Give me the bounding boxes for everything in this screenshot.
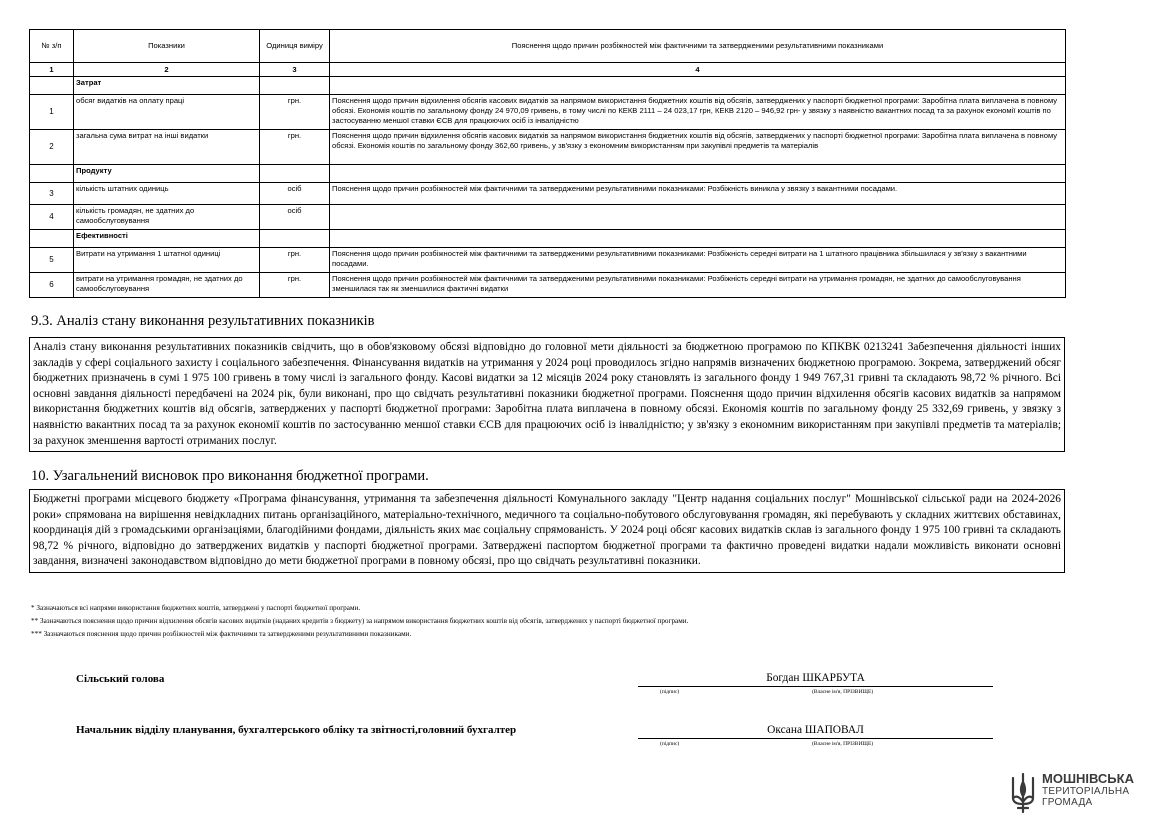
row-explanation: Пояснення щодо причин відхилення обсягів касових видатків за напрямом використання бюджетних коштів від обсягів, затверджених у паспорті бюджетної програми: Заробітна плата виплачена в повному обсязі. Економія коштів по загальному фонду 362,60 гривень, у зв'язку з економним використанням при закупівлі предметів та матеріалів [330,130,1066,165]
row-indicator: кількість громадян, не здатних до самообслуговування [74,205,260,230]
signatory-title: Начальник відділу планування, бухгалтерського обліку та звітності,головний бухгалтер [76,724,517,736]
row-explanation: Пояснення щодо причин відхилення обсягів касових видатків за напрямом використання бюджетних коштів від обсягів, затверджених у паспорті бюджетної програми: Заробітна плата виплачена в повному обсязі. Економія коштів по загальному фонду 24 970,09 гривень, в тому числі по КЕКВ 2111 – 24 023,17 грн, КЕКВ 2120 – 946,92 грн- у звязку з наявністю вакантних посад та за рахунок економії коштів по застосуванню меншої ставки ЄСВ для працюючих осіб із інвалідністю [330,95,1066,130]
logo-subtitle: ГРОМАДА [1042,797,1093,808]
community-logo [1010,770,1150,816]
col-number: 4 [330,63,1066,77]
row-unit: грн. [260,95,330,130]
trident-icon [1010,772,1036,814]
row-unit: осіб [260,205,330,230]
signatory-title: Сільський голова [76,673,165,685]
section-10-heading: 10. Узагальнений висновок про виконання бюджетної програми. [31,468,429,484]
performance-indicators-table [29,29,1066,298]
section-9-3-text: Аналіз стану виконання результативних показників свідчить, що в обов'язковому обсязі відповідно до головної мети діяльності за бюджетною програмою по КПКВК 0213241 Забезпечення діяльності інших закладів у сфері соціального захисту і соціального забезпечення. Фінансування видатків на утримання у 2024 році проводилось згідно напрямів визначених бюджетною програмою. Зокрема, затверджений обсяг бюджетних призначень в сумі 1 975 100 гривень в тому числі із загального фонду. Касові видатки за 12 місяців 2024 року становлять із загального фонду 1 949 767,31 гривні та складають 98,72 % річного. Всі основні завдання діяльності передбачені на 2024 рік, були виконані, про що свідчать результативні показники бюджетної програми. Пояснення щодо причин відхилення обсягів касових видатків за напрямом використання бюджетних коштів від обсягів, затверджених у паспорті бюджетної програми: Заробітна плата виплачена в повному обсязі. Економія коштів по загальному фонду 25 332,69 гривень, у звязку з наявністю вакантних посад та за рахунок економії коштів по застосуванню меншої ставки ЄСВ для працюючих осіб із інвалідністю; у зв'язку з економним використанням при закупівлі предметів та матеріалів; за рахунок зменшення вартості отриманих послуг. [29,337,1065,452]
table-row [30,95,1066,130]
table-row [30,183,1066,205]
signature-line [638,738,993,739]
signature-caption: (підпис) [660,741,680,747]
row-indicator: загальна сума витрат на інші видатки [74,130,260,165]
logo-text [1042,772,1134,808]
signatory-name: Богдан ШКАРБУТА [766,672,865,684]
header-indicator: Показники [74,30,260,63]
footnote-3: *** Зазначаються пояснення щодо причин розбіжностей між фактичними та затвердженими результативними показниками. [31,630,412,638]
header-num: № з/п [30,30,74,63]
row-explanation: Пояснення щодо причин розбіжностей між фактичними та затвердженими результативними показниками: Розбіжність середні витрати на 1 штатного працівника збільшилася у зв'язку з вакантними посадами. [330,248,1066,273]
row-indicator: витрати на утримання громадян, не здатних до самообслуговування [74,273,260,298]
footnote-2: ** Зазначаються пояснення щодо причин відхилення обсягів касових видатків (наданих кредитів з бюджету) за напрямом використання бюджетних коштів від обсягів, затверджених у паспорті бюджетної програми. [31,617,689,625]
row-indicator: Витрати на утримання 1 штатної одиниці [74,248,260,273]
row-explanation: Пояснення щодо причин розбіжностей між фактичними та затвердженими результативними показниками: Розбіжність середні витрати на утримання громадян, не здатних до самообслуговування зменшилася так як зменшилися фактичні видатки [330,273,1066,298]
row-num: 3 [30,183,74,205]
row-indicator: кількість штатних одиниць [74,183,260,205]
section-label: Продукту [74,165,260,183]
column-number-row [30,63,1066,77]
row-num: 4 [30,205,74,230]
section-row-efficiency [30,230,1066,248]
header-explanation: Пояснення щодо причин розбіжностей між фактичними та затвердженими результативними показниками [330,30,1066,63]
header-unit: Одиниця виміру [260,30,330,63]
table-row [30,273,1066,298]
table-row [30,205,1066,230]
row-num: 5 [30,248,74,273]
section-label: Ефективності [74,230,260,248]
row-unit: осіб [260,183,330,205]
col-number: 1 [30,63,74,77]
col-number: 2 [74,63,260,77]
name-caption: (Власне ім'я, ПРІЗВИЩЕ) [812,741,874,747]
signatory-name: Оксана ШАПОВАЛ [767,724,864,736]
row-num: 6 [30,273,74,298]
row-explanation [330,205,1066,230]
logo-subtitle: ТЕРИТОРІАЛЬНА [1042,786,1130,797]
signature-line [638,686,993,687]
row-explanation: Пояснення щодо причин розбіжностей між фактичними та затвердженими результативними показниками: Розбіжність виникла у звязку з вакантними посадами. [330,183,1066,205]
row-unit: грн. [260,248,330,273]
table-row [30,130,1066,165]
section-label: Затрат [74,77,260,95]
section-9-3-heading: 9.3. Аналіз стану виконання результативних показників [31,313,375,329]
row-unit: грн. [260,273,330,298]
logo-title: МОШНІВСЬКА [1042,771,1134,786]
section-row-product [30,165,1066,183]
section-row-costs [30,77,1066,95]
table-header-row [30,30,1066,63]
row-num: 1 [30,95,74,130]
signature-caption: (підпис) [660,689,680,695]
footnote-1: * Зазначаються всі напрями використання бюджетних коштів, затверджені у паспорті бюджетної програми. [31,604,361,612]
row-unit: грн. [260,130,330,165]
table-row [30,248,1066,273]
section-10-text: Бюджетні програми місцевого бюджету «Програма фінансування, утримання та забезпечення діяльності Комунального закладу "Центр надання соціальних послуг" Мошнівської сільської ради на 2024-2026 роки» спрямована на вирішення невідкладних питань організаційного, матеріально-технічного, медичного та соціально-побутового обслуговування громадян, які перебувають у складних життєвих обставинах, координація дій з громадськими організаціями, благодійними фондами, діяльність яких має соціальну спрямованість. У 2024 році обсяг касових видатків склав із загального фонду 1 975 100 гривні та складають 98,72 % річного, відповідно до затверджених видатків у паспорті бюджетної програми. Затверджені паспортом бюджетної програми та фактично проведені видатки надали можливість виконати основні завдання, визначені законодавством відповідно до мети бюджетної програми в повному обсязі, про що свідчать результативні показники. [29,489,1065,573]
row-num: 2 [30,130,74,165]
col-number: 3 [260,63,330,77]
name-caption: (Власне ім'я, ПРІЗВИЩЕ) [812,689,874,695]
row-indicator: обсяг видатків на оплату праці [74,95,260,130]
